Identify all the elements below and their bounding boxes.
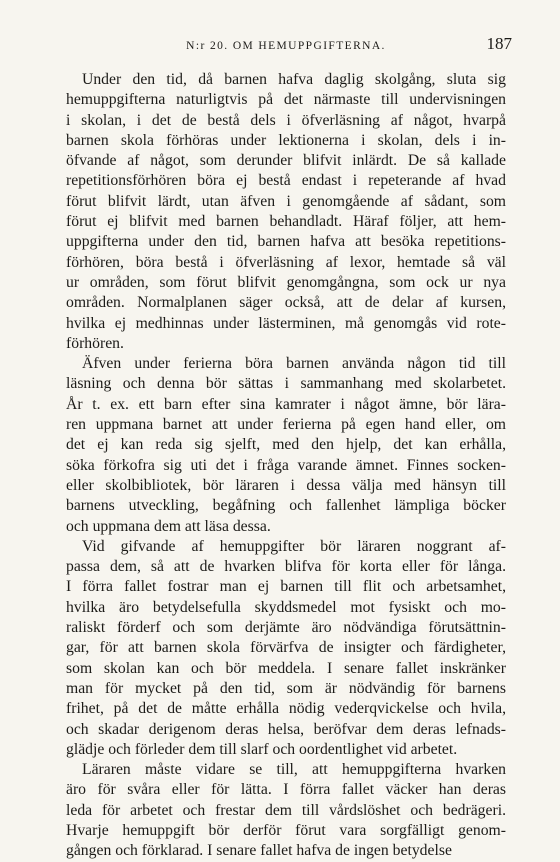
text-line: passa dem, så att de hvarken blifva för korta eller för långa. bbox=[66, 558, 506, 576]
page-number: 187 bbox=[486, 34, 512, 53]
book-page bbox=[0, 34, 560, 860]
paragraph bbox=[66, 70, 506, 354]
text-line: Äfven under ferierna böra barnen använda någon tid till bbox=[82, 355, 506, 373]
text-line: det ej kan reda sig sjelft, med den hjelp, det kan erhålla, bbox=[66, 436, 506, 454]
text-line: eller skolbibliotek, bör läraren i dessa välja med hänsyn till bbox=[66, 476, 506, 494]
text-line: Under den tid, då barnen hafva daglig skolgång, sluta sig bbox=[82, 71, 506, 88]
text-line: gar, för att barnen skola förvärfva de insigter och färdigheter, bbox=[66, 639, 506, 657]
text-line: söka förkofra sig uti det i fråga varande ämnet. Finnes socken- bbox=[66, 456, 506, 474]
text-line: förhören. bbox=[66, 334, 124, 352]
body-text bbox=[66, 70, 506, 862]
text-line: äro för svåra eller för lätta. I förra fallet väcker han deras bbox=[66, 781, 506, 799]
text-line: förhören, böra bestå i öfverläsning af lexor, hemtade så väl bbox=[66, 253, 506, 271]
text-line: raliskt förderf och som derjämte äro nödvändiga förutsättnin- bbox=[66, 619, 506, 637]
text-line: öfvande af något, som derunder blifvit inlärdt. De så kallade bbox=[66, 152, 506, 170]
text-line: man för mycket på den tid, som är nödvändig för barnens bbox=[66, 679, 506, 697]
text-line: och uppmana dem att läsa dessa. bbox=[66, 517, 271, 535]
text-line: Hvarje hemuppgift bör derför förut vara sorgfälligt genom- bbox=[66, 821, 506, 839]
text-line: områden. Normalplanen säger också, att de delar af kursen, bbox=[66, 294, 506, 312]
text-line: hvilka äro betydelsefulla skyddsmedel mot fysiskt och mo- bbox=[66, 598, 506, 616]
text-line: förut ej blifvit med barnen behandladt. Häraf följer, att hem- bbox=[66, 213, 506, 231]
text-line: som skolan kan och bör meddela. I senare fallet inskränker bbox=[66, 659, 506, 677]
text-line: Vid gifvande af hemuppgifter bör läraren noggrant af- bbox=[82, 537, 506, 555]
paragraph bbox=[66, 760, 506, 861]
text-line: i skolan, i det de bestå dels i öfverläsning af något, hvarpå bbox=[66, 111, 506, 129]
text-line: barnens utveckling, begåfning och fallenhet lämpliga böcker bbox=[66, 497, 506, 515]
running-head bbox=[66, 34, 512, 62]
running-title: N:r 20. OM HEMUPPGIFTERNA. bbox=[186, 40, 386, 52]
text-line: ren uppmana barnet att under ferierna på egen hand eller, om bbox=[66, 416, 506, 434]
text-line: läsning och denna bör sättas i sammanhang med skolarbetet. bbox=[66, 375, 506, 393]
text-line: gången och förklarad. I senare fallet hafva de ingen betydelse bbox=[66, 842, 452, 860]
text-line: frihet, på det de måtte erhålla nödig vederqvickelse och hvila, bbox=[66, 700, 506, 718]
text-line: barnen skola förhöras under lektionerna i skolan, dels i in- bbox=[66, 131, 506, 149]
paragraph bbox=[66, 537, 506, 760]
text-line: uppgifterna under den tid, barnen hafva att besöka repetitions- bbox=[66, 233, 506, 251]
text-line: och skadar derigenom deras helsa, beröfvar dem deras lefnads- bbox=[66, 720, 506, 738]
text-line: glädje och förleder dem till slarf och oordentlighet vid arbetet. bbox=[66, 740, 458, 758]
text-line: leda för arbetet och frestar dem till vårdslöshet och bedrägeri. bbox=[66, 801, 506, 819]
text-line: ur områden, som förut blifvit genomgångna, som ock ur nya bbox=[66, 273, 506, 291]
text-line: Läraren måste vidare se till, att hemuppgifterna hvarken bbox=[82, 761, 506, 779]
text-line: År t. ex. ett barn efter sina kamrater i något ämne, bör lära- bbox=[66, 395, 506, 413]
text-line: I förra fallet fostrar man ej barnen till flit och arbetsamhet, bbox=[66, 578, 506, 596]
text-line: hemuppgifterna naturligtvis på det närmaste till undervisningen bbox=[66, 91, 506, 109]
text-line: hvilka ej medhinnas under lästerminen, må genomgås vid rote- bbox=[66, 314, 506, 332]
text-line: repetitionsförhören böra ej bestå endast i repeterande af hvad bbox=[66, 172, 506, 190]
text-line: förut blifvit lärdt, utan äfven i genomgående af sådant, som bbox=[66, 192, 506, 210]
paragraph bbox=[66, 354, 506, 537]
